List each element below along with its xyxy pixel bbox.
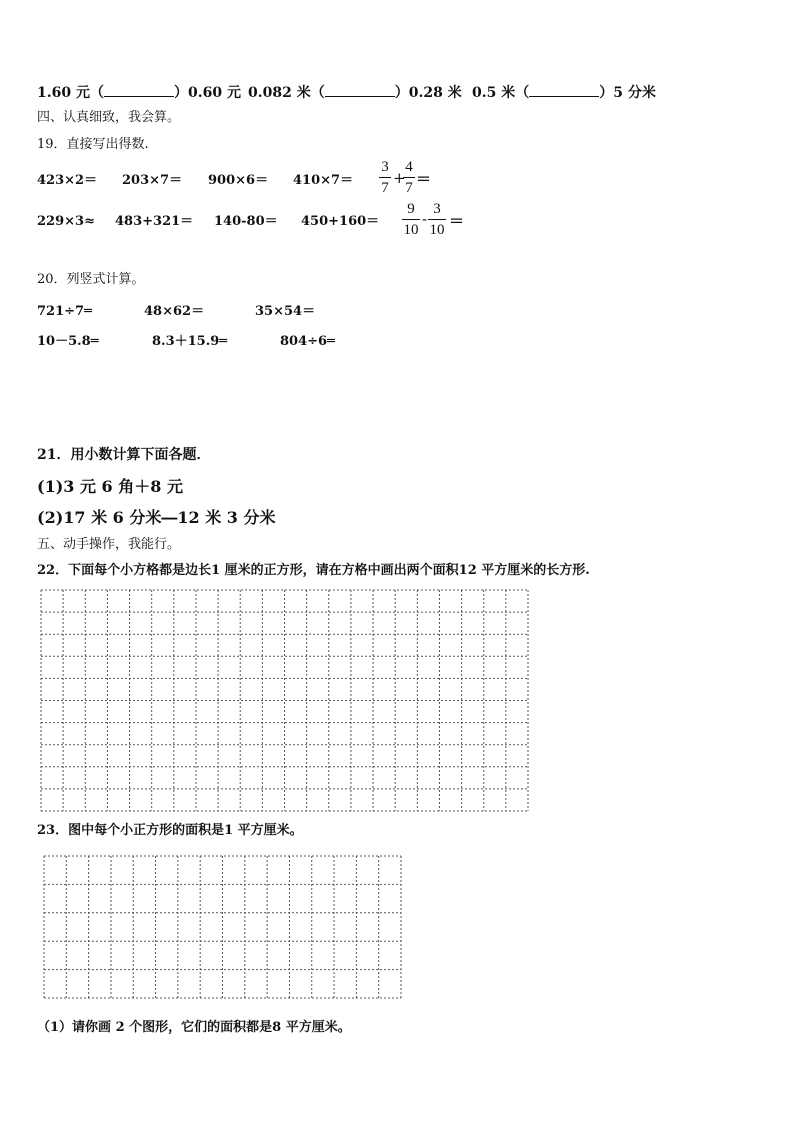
numerator: 3 [381, 159, 389, 175]
q22-title: 22．下面每个小方格都是边长1 厘米的正方形，请在方格中画出两个面积12 平方厘米的长方形. [37, 563, 590, 578]
denominator: 7 [405, 180, 413, 196]
q20-expr-1: 721÷7═ [37, 304, 92, 319]
denominator: 10 [429, 222, 445, 238]
fraction-bar [428, 219, 446, 220]
minus-operator: - [422, 210, 428, 228]
q19-expr-4: 410×7＝ [293, 173, 354, 188]
numerator: 4 [405, 159, 413, 175]
equals-sign: ＝ [449, 212, 465, 230]
compare-item-3 [472, 84, 656, 100]
q19-expr-7: 140-80＝ [214, 214, 278, 229]
compare-item-1 [37, 84, 241, 100]
compare-1-right: ）0.60 元 [173, 85, 241, 101]
q22-square-grid[interactable] [40, 589, 529, 812]
q19-expr-6: 483+321＝ [115, 214, 194, 229]
answer-blank-2[interactable] [325, 84, 395, 97]
q20-expr-4: 10－5.8═ [37, 334, 99, 349]
q20-expr-2: 48×62＝ [144, 304, 205, 319]
compare-3-left: 0.5 米（ [472, 85, 530, 101]
fraction-bar [379, 177, 391, 178]
q20-title: 20．列竖式计算。 [37, 272, 145, 287]
fraction-4-7 [403, 160, 415, 196]
equals-sign: ＝ [416, 170, 432, 188]
q20-expr-5: 8.3＋15.9═ [152, 334, 228, 349]
numerator: 3 [433, 201, 441, 217]
fraction-bar [403, 177, 415, 178]
q23-title: 23．图中每个小正方形的面积是1 平方厘米。 [37, 823, 303, 838]
fraction-bar [402, 219, 420, 220]
q23-square-grid[interactable] [43, 855, 402, 999]
denominator: 7 [381, 180, 389, 196]
compare-3-right: ）5 分米 [599, 85, 656, 101]
section-4-title: 四、认真细致，我会算。 [37, 110, 181, 125]
compare-item-2 [248, 84, 462, 100]
q19-expr-8: 450+160＝ [301, 214, 380, 229]
answer-blank-1[interactable] [104, 84, 174, 97]
q20-expr-3: 35×54＝ [255, 304, 316, 319]
denominator: 10 [403, 222, 419, 238]
q21-item-1: (1)3 元 6 角＋8 元 [37, 477, 183, 496]
plus-operator: + [393, 169, 406, 187]
answer-blank-3[interactable] [529, 84, 599, 97]
q19-title: 19．直接写出得数. [37, 137, 149, 152]
q20-expr-6: 804÷6═ [280, 334, 335, 349]
q19-expr-1: 423×2＝ [37, 173, 98, 188]
compare-2-left: 0.082 米（ [248, 85, 325, 101]
section-5-title: 五、动手操作，我能行。 [37, 537, 181, 552]
fraction-3-10 [428, 202, 446, 238]
compare-2-right: ）0.28 米 [394, 85, 462, 101]
q19-expr-3: 900×6＝ [208, 173, 269, 188]
q19-expr-5: 229×3≈ [37, 214, 95, 229]
q23-sub-1: （1）请你画 2 个图形，它们的面积都是8 平方厘米。 [37, 1020, 351, 1035]
fraction-9-10 [402, 202, 420, 238]
q21-title: 21．用小数计算下面各题． [37, 447, 211, 463]
numerator: 9 [407, 201, 415, 217]
fraction-3-7 [379, 160, 391, 196]
q19-expr-2: 203×7＝ [122, 173, 183, 188]
compare-1-left: 1.60 元（ [37, 85, 104, 101]
q21-item-2: (2)17 米 6 分米―12 米 3 分米 [37, 508, 276, 527]
